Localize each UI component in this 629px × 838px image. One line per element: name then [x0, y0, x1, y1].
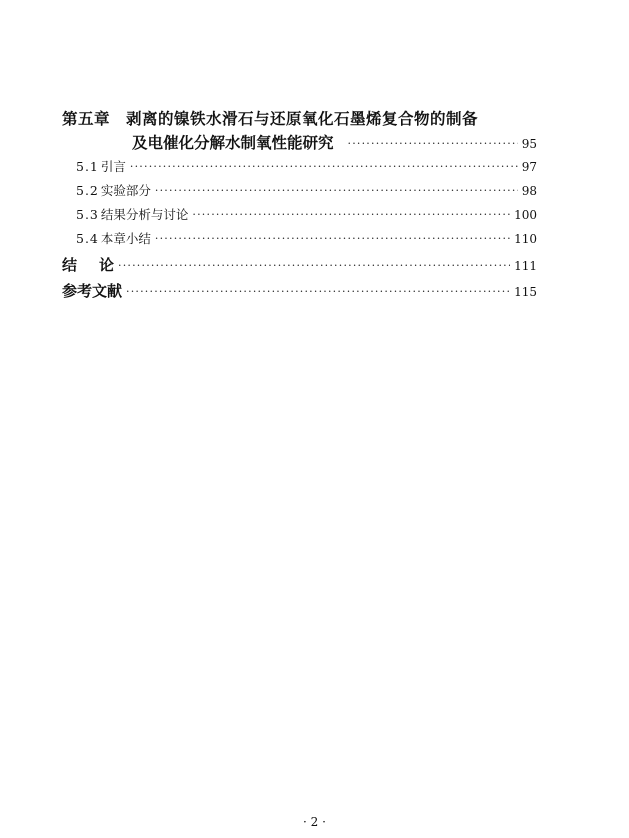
page-number: 115: [514, 285, 537, 299]
section-title: 实验部分: [100, 183, 151, 198]
toc-entry-5-2[interactable]: [76, 181, 537, 199]
dot-leader: [118, 259, 510, 272]
dot-leader: [192, 208, 510, 221]
page-number: 95: [521, 137, 537, 151]
section-number: 5.1: [76, 159, 99, 174]
toc-entry-5-1[interactable]: [76, 157, 537, 175]
section-number: 5.3: [76, 207, 99, 222]
page-number: 97: [521, 160, 537, 174]
chapter-5-title-line2[interactable]: [132, 131, 537, 153]
chapter-title-continuation: 及电催化分解水制氧性能研究: [132, 134, 334, 152]
dot-leader: [155, 232, 510, 245]
conclusion-label: 结论: [62, 256, 137, 274]
section-number: 5.2: [76, 183, 99, 198]
page-number: 100: [514, 208, 537, 222]
toc-entry-conclusion[interactable]: [62, 254, 537, 275]
dot-leader: [155, 184, 518, 197]
section-title: 引言: [100, 159, 126, 174]
chapter-5-title-line1: [62, 107, 542, 129]
dot-leader: [126, 285, 510, 298]
chapter-number: 第五章: [62, 110, 111, 128]
toc-entry-5-4[interactable]: [76, 229, 537, 247]
dot-leader: [130, 160, 518, 173]
references-label: 参考文献: [62, 282, 123, 300]
page-number: 98: [521, 184, 537, 198]
page-number: 111: [514, 259, 537, 273]
section-title: 结果分析与讨论: [100, 207, 189, 222]
chapter-title-text: 剥离的镍铁水滑石与还原氧化石墨烯复合物的制备: [126, 110, 479, 128]
section-title: 本章小结: [100, 231, 151, 246]
toc-entry-5-3[interactable]: [76, 205, 537, 223]
dot-leader: [348, 137, 518, 150]
toc-entry-references[interactable]: [62, 280, 537, 301]
section-number: 5.4: [76, 231, 99, 246]
page-footer-number: · 2 ·: [303, 815, 326, 829]
page-number: 110: [514, 232, 537, 246]
